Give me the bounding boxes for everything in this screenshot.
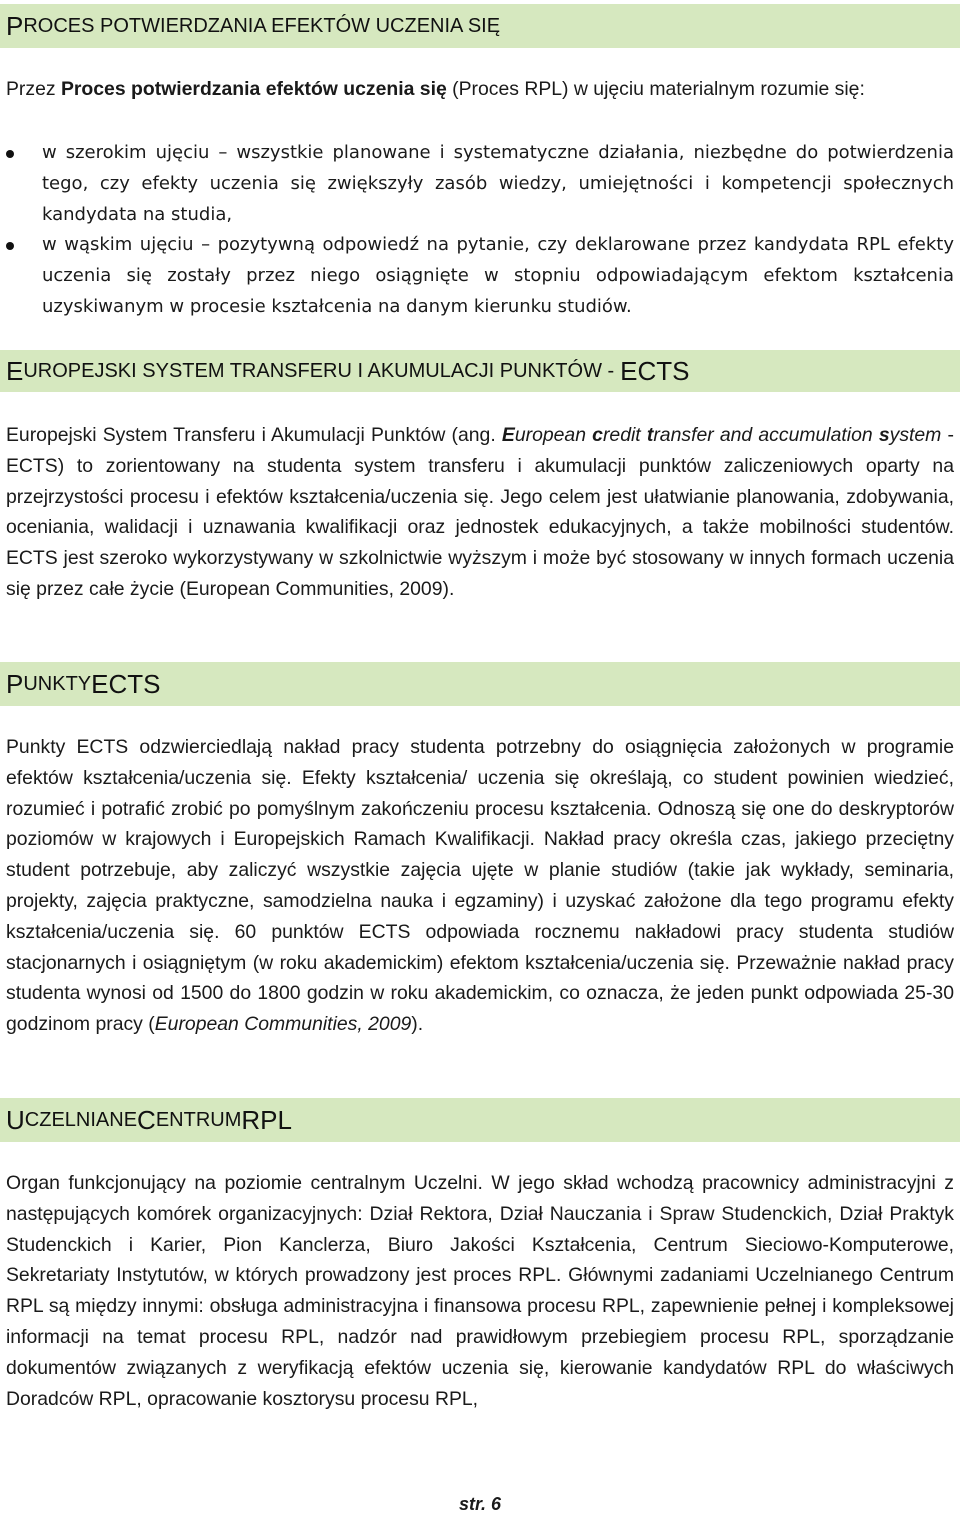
italic-bold-letter: t: [646, 424, 654, 446]
heading-text: ROCES POTWIERDZANIA EFEKTÓW UCZENIA SIĘ: [23, 15, 501, 37]
bullet-icon: [6, 242, 14, 250]
para-text: ).: [411, 1013, 424, 1036]
italic-text: redit: [602, 424, 647, 446]
para-text: Europejski System Transferu i Akumulacji Punktów (ang.: [6, 424, 502, 446]
italic-text: ransfer and accumulation: [653, 424, 879, 446]
italic-text: ystem: [889, 424, 942, 446]
intro-prefix: Przez: [6, 78, 61, 100]
list-item: [6, 230, 954, 322]
intro-bold-term: Proces potwierdzania efektów uczenia się: [60, 78, 447, 100]
bullet-icon: [6, 150, 14, 158]
heading-text: UROPEJSKI SYSTEM TRANSFERU I AKUMULACJI PUNKTÓW -: [23, 360, 615, 382]
bullet-text: w szerokim ujęciu – wszystkie planowane i systematyczne działania, niezbędne do potwierdzenia tego, czy efekty uczenia się zwiększyły zasób wiedzy, umiejętności i kompetencji społecznych kandydata na studia,: [42, 142, 954, 225]
ects-points-paragraph: [6, 732, 954, 1040]
italic-bold-letter: c: [592, 424, 603, 446]
intro-suffix: (Proces RPL) w ujęciu materialnym rozumie się:: [446, 78, 865, 100]
heading-ects-system: [0, 350, 960, 392]
heading-text: CZELNIANE: [24, 1109, 138, 1131]
ects-system-paragraph: [6, 420, 954, 605]
list-item: [6, 138, 954, 230]
centrum-paragraph: Organ funkcjonujący na poziomie centralnym Uczelni. W jego skład wchodzą pracownicy administracyjni z następujących komórek organizacyjnych: Dział Rektora, Dział Nauczania i Spraw Studenckich, Dział Praktyk Studenckich i Karier, Pion Kanclerza, Biuro Jakości Kształcenia, Centrum Sieciowo-Komputerowe, Sekretariaty Instytutów, w których prowadzony jest proces RPL. Głównymi zadaniami Uczelnianego Centrum RPL są między innymi: obsługa administracyjna i finansowa procesu RPL, zapewnienie pełnej i kompleksowej informacji na temat procesu RPL, nadzór nad prawidłowym przebiegiem procesu RPL, sporządzanie dokumentów związanych z weryfikacją efektów uczenia się, kierowanie kandydatów RPL do właściwych Doradców RPL, opracowanie kosztorysu procesu RPL,: [6, 1172, 954, 1410]
citation-italic: European Communities, 2009: [154, 1013, 412, 1036]
heading-text: UNKTY: [23, 673, 92, 695]
heading-initial: P: [6, 11, 24, 41]
rpl-bullet-list: [6, 138, 954, 323]
para-text: Punkty ECTS odzwierciedlają nakład pracy studenta potrzebny do osiągnięcia założonych w programie efektów kształcenia/uczenia się. Efekty kształcenia/ uczenia się określają, co student powinien wiedzieć, rozumieć i potrafić zrobić po pomyślnym zakończeniu procesu kształcenia. Odnoszą się one do deskryptorów poziomów w krajowych i Europejskich Ramach Kwalifikacji. Nakład pracy określa czas, jakiego przeciętny student potrzebuje, aby zaliczyć wszystkie zajęcia ujęte w planie studiów (takie jak wykłady, seminaria, projekty, zajęcia praktyczne, samodzielna nauka i egzaminy) i uzyskać założone dla tego programu efekty kształcenia/uczenia się. 60 punktów ECTS odpowiada rocznemu nakładowi pracy studenta studiów stacjonarnych i osiągniętym (w roku akademickim) efektom kształcenia/uczenia się. Przeważnie nakład pracy studenta wynosi od 1500 do 1800 godzin w roku akademickim, co oznacza, że jeden punkt odpowiada 25-30 godzinom pracy (: [6, 736, 954, 1036]
para-text: - ECTS) to zorientowany na studenta system transferu i akumulacji punktów zaliczeniowych oparty na przejrzystości procesu i efektów kształcenia/uczenia się. Jego celem jest ułatwianie planowania, zdobywania, oceniania, walidacji i uznawania kwalifikacji oraz jednostek edukacyjnych, a także mobilności studentów. ECTS jest szeroko wykorzystywany w szkolnictwie wyższym i może być stosowany w innych formach uczenia się przez całe życie (European Communities, 2009).: [6, 424, 954, 600]
bullet-text: w wąskim ujęciu – pozytywną odpowiedź na pytanie, czy deklarowane przez kandydata RPL efekty uczenia się zostały przez niego osiągnięte w stopniu odpowiadającym efektom kształcenia uzyskiwanym w procesie kształcenia na danym kierunku studiów.: [42, 234, 954, 317]
italic-bold-letter: s: [878, 424, 890, 446]
page-number: str. 6: [458, 1494, 502, 1514]
heading-acronym: RPL: [241, 1105, 292, 1135]
italic-text: uropean: [514, 424, 593, 446]
heading-initial: E: [6, 356, 24, 386]
heading-uczelniane-centrum: [0, 1098, 960, 1142]
rpl-intro: [6, 74, 954, 105]
heading-proces-rpl: [0, 4, 960, 48]
heading-punkty-ects: [0, 662, 960, 706]
heading-acronym: ECTS: [620, 356, 690, 386]
italic-bold-letter: E: [501, 424, 515, 446]
heading-initial: U: [6, 1105, 25, 1135]
heading-text: ENTRUM: [155, 1109, 242, 1131]
heading-initial: C: [137, 1105, 156, 1135]
heading-initial: P: [6, 669, 24, 699]
heading-acronym: ECTS: [91, 669, 161, 699]
